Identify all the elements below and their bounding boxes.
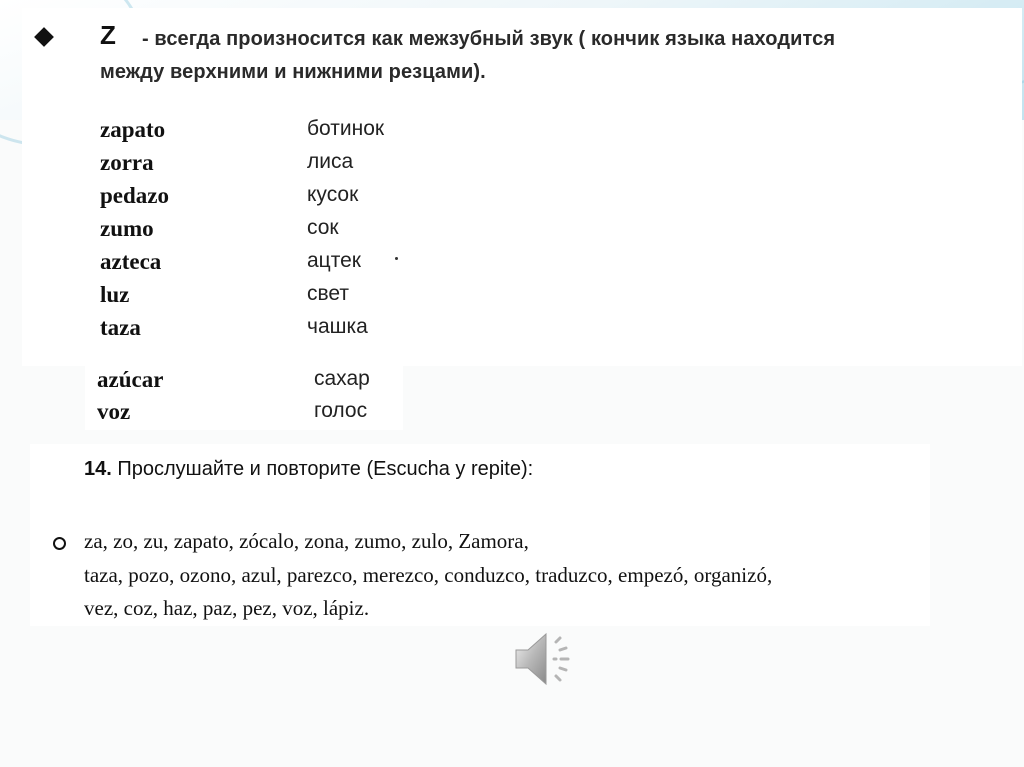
speaker-icon[interactable]	[512, 628, 582, 690]
vocab-row	[0, 150, 420, 182]
russian-translation: чашка	[307, 315, 368, 338]
exercise-title: Прослушайте и повторите (Escucha y repite):	[117, 458, 534, 480]
rule-letter: Z	[100, 20, 116, 50]
spanish-word: luz	[100, 282, 130, 307]
russian-translation: ацтек	[307, 249, 361, 272]
vocab-row	[0, 183, 420, 215]
russian-translation: лиса	[307, 150, 354, 173]
vocab-row	[0, 282, 420, 314]
russian-translation: кусок	[307, 183, 359, 206]
spanish-word: azúcar	[97, 367, 164, 392]
spanish-word: zapato	[100, 117, 166, 142]
exercise-line: taza, pozo, ozono, azul, parezco, merezco, conduzco, traduzco, empezó, organizó,	[84, 563, 773, 587]
circle-bullet-icon	[53, 537, 66, 550]
scan-speck	[395, 257, 398, 260]
exercise-heading	[84, 458, 533, 481]
spanish-word: azteca	[100, 249, 162, 274]
vocab-row	[0, 249, 420, 281]
exercise-line: vez, coz, haz, paz, pez, voz, lápiz.	[84, 596, 370, 620]
spanish-word: zumo	[100, 216, 154, 241]
spanish-word: zorra	[100, 150, 154, 175]
spanish-word: voz	[97, 399, 131, 424]
russian-translation: ботинок	[307, 117, 385, 140]
russian-translation: сок	[307, 216, 339, 239]
rule-text-line-2: между верхними и нижними резцами).	[100, 61, 486, 83]
russian-translation: голос	[314, 399, 368, 422]
russian-translation: сахар	[314, 367, 370, 390]
rule-text-line-1: - всегда произносится как межзубный звук ( кончик языка находится	[142, 28, 836, 50]
exercise-line: za, zo, zu, zapato, zócalo, zona, zumo, zulo, Zamora,	[84, 529, 529, 553]
russian-translation: свет	[307, 282, 350, 305]
vocab-row	[0, 315, 420, 347]
exercise-number: 14.	[84, 458, 112, 480]
vocab-row	[0, 399, 420, 431]
vocab-row	[0, 216, 420, 248]
vocab-row	[0, 367, 420, 399]
vocab-row	[0, 117, 420, 149]
spanish-word: taza	[100, 315, 141, 340]
spanish-word: pedazo	[100, 183, 169, 208]
